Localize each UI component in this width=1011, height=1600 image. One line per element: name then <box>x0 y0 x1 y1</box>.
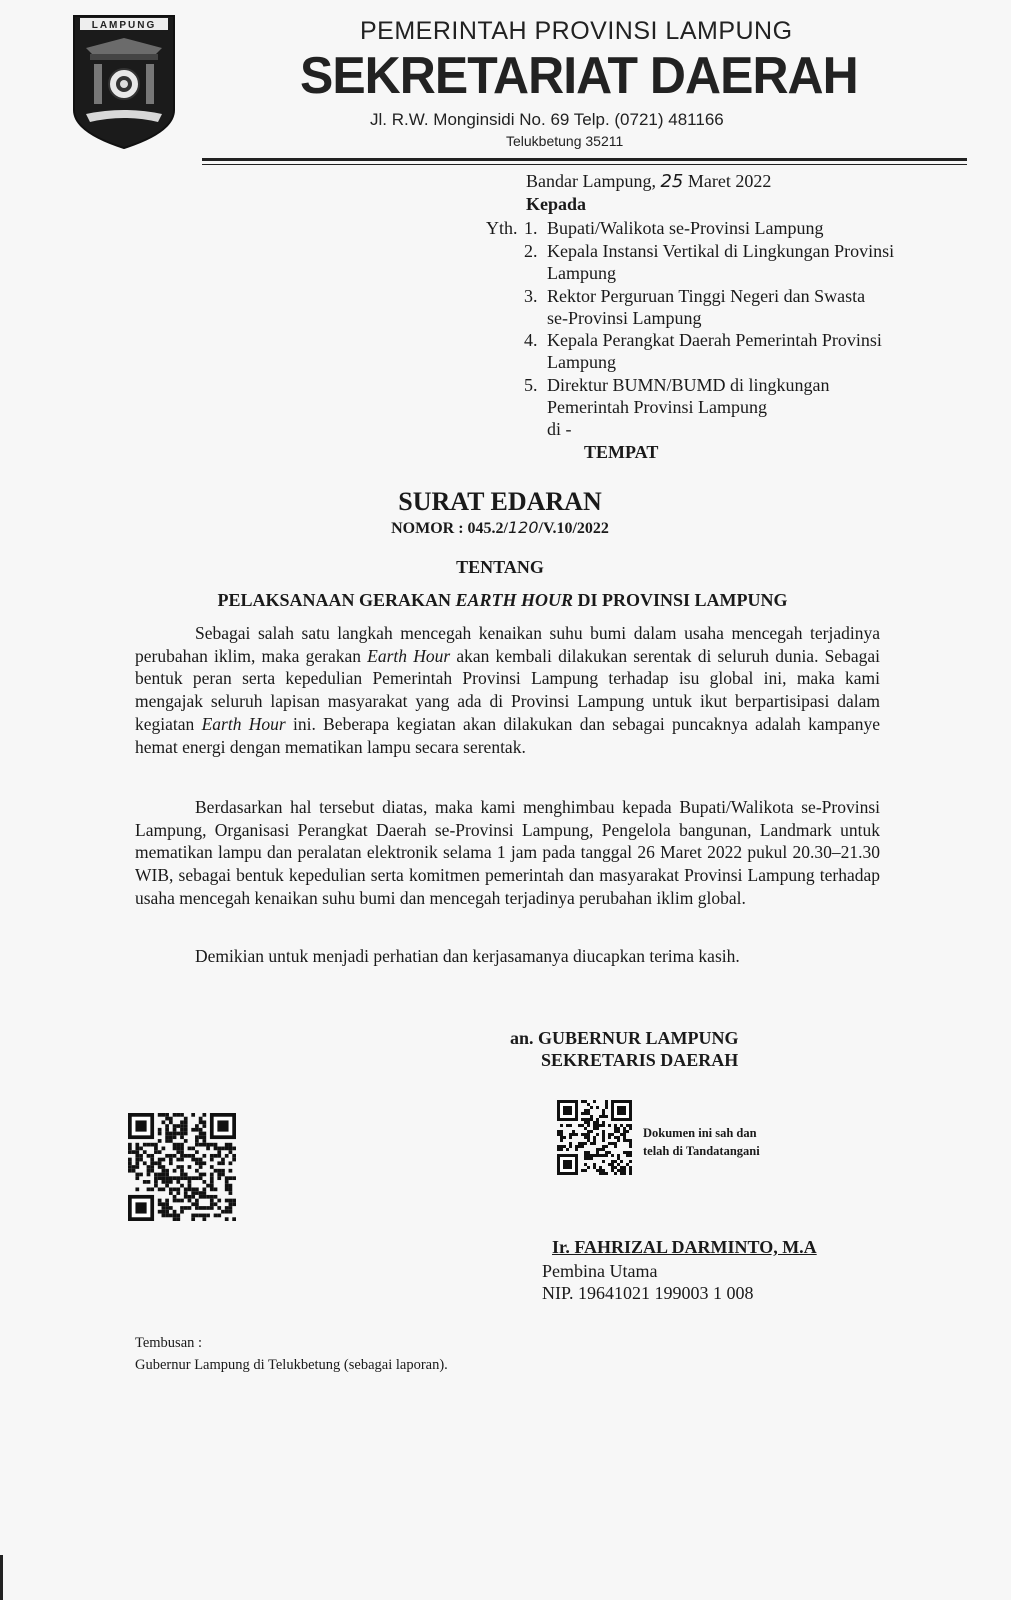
recipient-line: Bupati/Walikota se-Provinsi Lampung <box>547 218 824 238</box>
tentang-label: TENTANG <box>456 557 544 577</box>
letterhead-city: Telukbetung 35211 <box>506 133 624 149</box>
recipient-line: Kepala Instansi Vertikal di Lingkungan Provinsi <box>547 241 895 261</box>
svg-text:LAMPUNG: LAMPUNG <box>91 20 157 31</box>
letterhead-rule-thin <box>202 164 967 165</box>
letterhead-address: Jl. R.W. Monginsidi No. 69 Telp. (0721) 481166 <box>370 110 724 129</box>
signatory-rank: Pembina Utama <box>542 1261 658 1281</box>
signature-on-behalf: an. GUBERNUR LAMPUNG <box>510 1028 739 1048</box>
body-paragraph-1: Sebagai salah satu langkah mencegah kenaikan suhu bumi dalam usaha mencegah terjadinya perubahan iklim, maka gerakan Earth Hour akan kembali dilakukan serentak di seluruh dunia. Sebagai bentuk peran serta kepedulian Pemerintah Provinsi Lampung terhadap isu global ini, maka kami mengajak seluruh lapisan masyarakat yang ada di Provinsi Lampung untuk ikut berpartisipasi dalam kegiatan Earth Hour ini. Beberapa kegiatan akan dilakukan dan sebagai puncaknya adalah kampanye hemat energi dengan mematikan lampu secara serentak. <box>135 623 881 757</box>
recipient-kepada: Kepada <box>526 194 587 214</box>
body-paragraph-3: Demikian untuk menjadi perhatian dan kerjasamanya diucapkan terima kasih. <box>195 946 740 966</box>
recipient-line: Lampung <box>547 263 616 283</box>
document-subject: PELAKSANAAN GERAKAN EARTH HOUR DI PROVINSI LAMPUNG <box>217 590 788 610</box>
signatory-nip: NIP. 19641021 199003 1 008 <box>542 1283 754 1303</box>
recipient-line: Kepala Perangkat Daerah Pemerintah Provinsi <box>547 330 882 350</box>
lampung-emblem-icon <box>72 14 176 150</box>
tembusan-label: Tembusan : <box>135 1335 203 1351</box>
recipient-line: Direktur BUMN/BUMD di lingkungan <box>547 375 830 395</box>
dateline: Bandar Lampung, 25 Maret 2022 <box>526 171 772 192</box>
document-number: NOMOR : 045.2/120/V.10/2022 <box>391 518 609 537</box>
page-edge <box>0 1555 3 1600</box>
recipient-line: se-Provinsi Lampung <box>547 308 702 328</box>
recipient-line: Rektor Perguruan Tinggi Negeri dan Swasta <box>547 286 866 306</box>
letterhead-government: PEMERINTAH PROVINSI LAMPUNG <box>360 17 793 45</box>
tembusan-item: Gubernur Lampung di Telukbetung (sebagai laporan). <box>135 1357 448 1373</box>
signature-qr-icon <box>557 1100 632 1175</box>
recipient-tempat: TEMPAT <box>584 442 659 462</box>
recipient-di: di - <box>547 419 572 439</box>
body-paragraph-2: Berdasarkan hal tersebut diatas, maka kami menghimbau kepada Bupati/Walikota se-Provinsi Lampung, Organisasi Perangkat Daerah se-Provinsi Lampung, Pengelola bangunan, Landmark untuk mematikan lampu dan peralatan elektronik selama 1 jam pada tanggal 26 Maret 2022 pukul 20.30–21.30 WIB, sebagai bentuk kepedulian serta komitmen pemerintah dan masyarakat Provinsi Lampung terhadap usaha mencegah kenaikan suhu bumi dan mencegah terjadinya perubahan iklim global. <box>135 797 880 908</box>
signature-stamp-line: Dokumen ini sah dan <box>643 1126 757 1140</box>
document-title: SURAT EDARAN <box>398 487 602 516</box>
recipient-line: Pemerintah Provinsi Lampung <box>547 397 767 417</box>
signatory-name: Ir. FAHRIZAL DARMINTO, M.A <box>552 1237 817 1257</box>
recipient-yth: Yth. <box>486 218 518 238</box>
letterhead-rule <box>202 158 967 161</box>
document-qr-icon <box>128 1113 236 1221</box>
handwritten-day: 25 <box>660 171 684 192</box>
recipient-line: Lampung <box>547 352 616 372</box>
recipient-num: 1. <box>524 218 538 238</box>
handwritten-number: 120 <box>507 518 539 537</box>
letterhead-office: SEKRETARIAT DAERAH <box>300 47 858 105</box>
recipient-num: 2. <box>524 241 538 261</box>
signature-role: SEKRETARIS DAERAH <box>541 1050 739 1070</box>
recipient-num: 3. <box>524 286 538 306</box>
signature-stamp-line: telah di Tandatangani <box>643 1144 760 1158</box>
recipient-num: 4. <box>524 330 538 350</box>
recipient-num: 5. <box>524 375 538 395</box>
